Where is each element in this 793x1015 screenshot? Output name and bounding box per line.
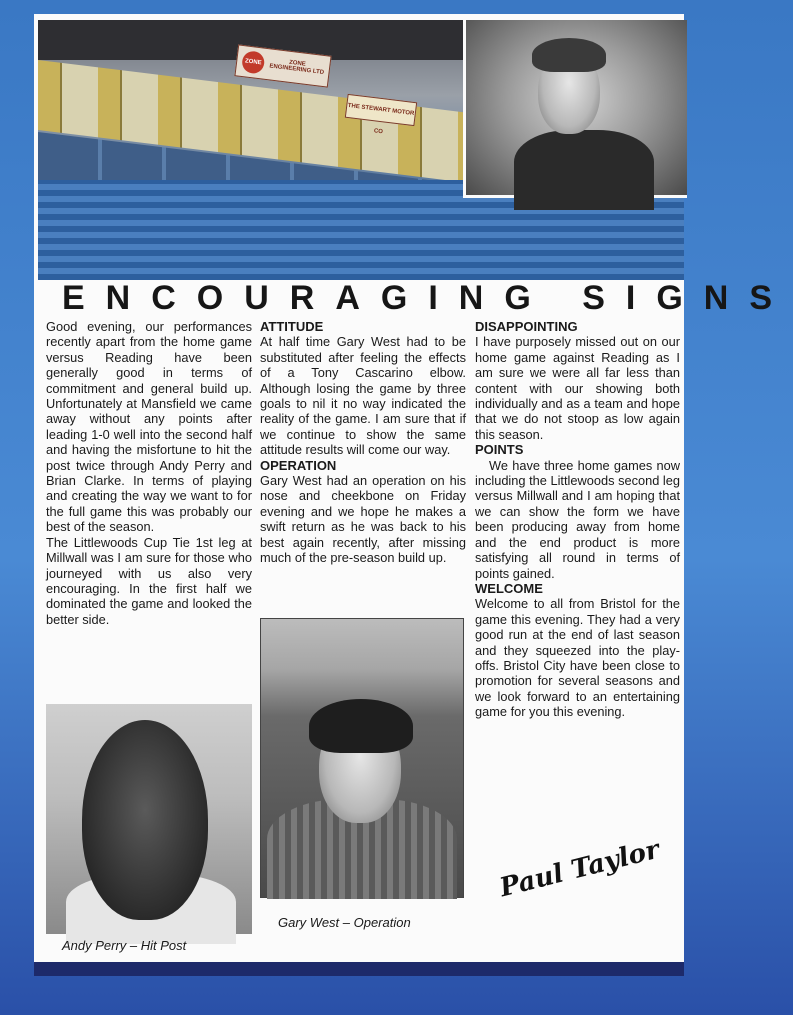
paragraph: We have three home games now including the Littlewoods second leg versus Millwall and I am hoping that we can show the form we have been producing away from home and the end product is more satisfying all round in terms of points gained. — [475, 457, 680, 581]
paragraph: I have purposely missed out on our home game against Reading as I am sure we were all far less than content with our showing both individually and as a team and hope that we do not stoop as low again this season. — [475, 334, 680, 442]
paragraph: Welcome to all from Bristol for the game this evening. They had a very good run at the end of last season and they squeezed into the play-offs. Bristol City have been close to promotion for several seasons and we look forward to an entertaining game for you this evening. — [475, 596, 680, 720]
paragraph: At half time Gary West had to be substituted after feeling the effects of a Tony Cascarino elbow. Although losing the game by three goals to nil it no way indicated the reality of the game. I am sure that if we continue to show the same attitude results will come our way. — [260, 334, 466, 458]
subheading-operation: OPERATION — [260, 457, 337, 473]
article-column-3 — [475, 319, 680, 720]
page-headline: ENCOURAGING SIGNS — [62, 279, 793, 317]
paragraph: Gary West had an operation on his nose and cheekbone on Friday evening and we hope he makes a swift return as he was back to his best again recently, after missing much of the pre-season build up. — [260, 473, 466, 566]
paragraph: Good evening, our performances recently apart from the home game versus Reading have been generally good in terms of commitment and general build up. Unfortunately at Mansfield we came away without any points after leading 1-0 well into the second half and having the misfortune to hit the post twice through Andy Perry and Brian Clarke. In terms of playing and creating the way we want to for the full game this was probably our best of the season. — [46, 319, 252, 535]
paragraph: The Littlewoods Cup Tie 1st leg at Millwall was I am sure for those who journeyed with us also very encouraging. In the first half we dominated the game and looked the better side. — [46, 534, 252, 627]
subheading-welcome: WELCOME — [475, 580, 543, 596]
zone-logo: ZONE — [241, 50, 266, 75]
caption-gary-west: Gary West – Operation — [278, 915, 411, 930]
zone-advert-text: ZONE ENGINEERING LTD — [269, 59, 325, 77]
magazine-page — [34, 14, 793, 964]
article-column-2 — [260, 319, 466, 566]
subheading-points: POINTS — [475, 442, 524, 458]
west-hair — [309, 699, 413, 753]
caption-andy-perry: Andy Perry – Hit Post — [62, 938, 187, 953]
portrait-suit — [514, 130, 654, 210]
stewart-motor-advert: THE STEWART MOTOR CO — [345, 94, 417, 126]
subheading-disappointing: DISAPPOINTING — [475, 319, 578, 334]
article-column-1 — [46, 319, 252, 627]
subheading-attitude: ATTITUDE — [260, 319, 324, 334]
bottom-band — [34, 962, 684, 976]
signature-paul-taylor: Paul Taylor — [496, 834, 663, 904]
perry-face — [82, 720, 208, 920]
gary-west-photo — [260, 618, 464, 898]
andy-perry-photo — [46, 704, 252, 934]
manager-portrait-photo — [463, 20, 687, 198]
portrait-hair — [532, 38, 606, 72]
